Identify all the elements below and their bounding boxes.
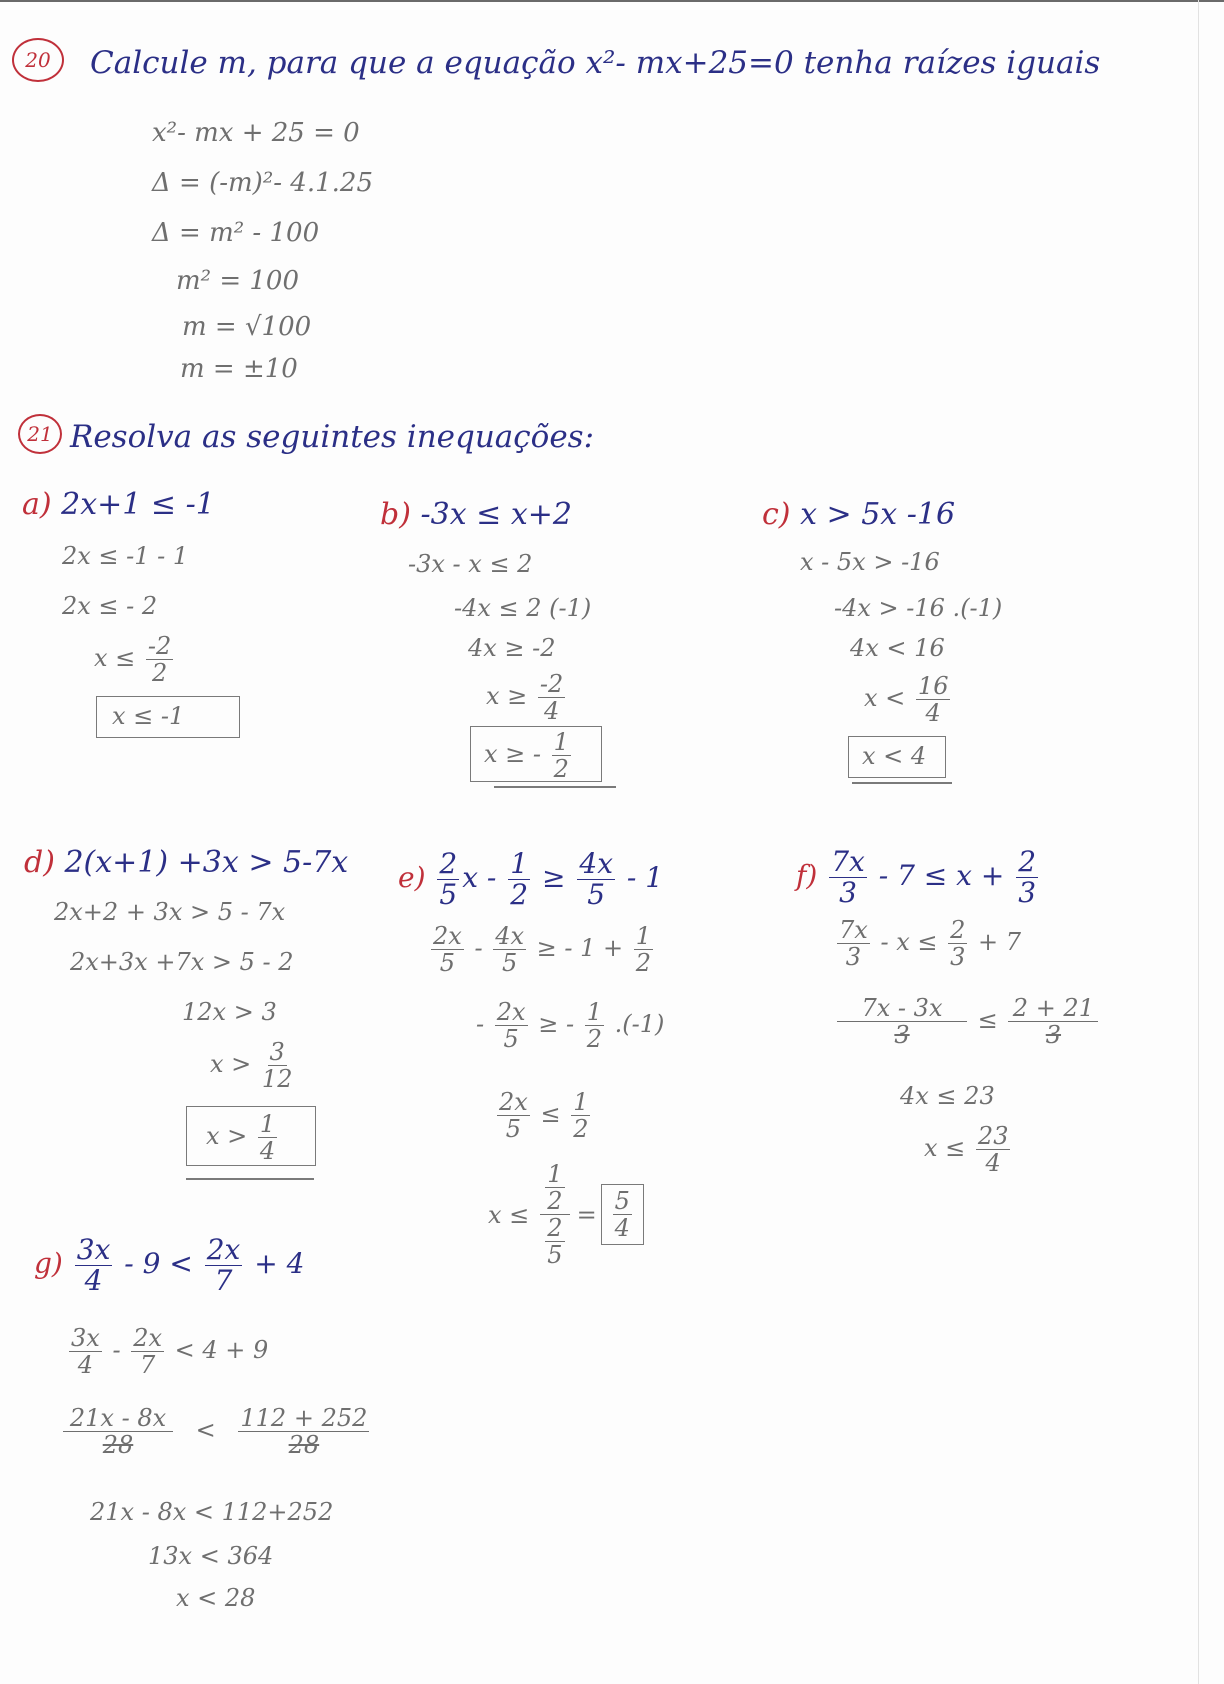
item-a-heading xyxy=(22,487,215,522)
item-a-step-3 xyxy=(94,634,176,685)
item-c-heading xyxy=(762,497,956,532)
item-e-s1-frac-a: $\frac{2x}{5}$ xyxy=(433,922,462,977)
item-f-s4-fraction: $\frac{23}{4}$ xyxy=(977,1122,1009,1177)
item-e-step-3 xyxy=(494,1090,593,1141)
item-g-s2-frac-a: $\frac{21x - 8x}{28}$ xyxy=(63,1406,173,1457)
item-d-step-4-lhs: x > xyxy=(210,1050,252,1078)
item-d-label: d) xyxy=(24,845,55,880)
item-e-s2-frac-a: $\frac{2x}{5}$ xyxy=(496,998,526,1053)
item-d-step-1: 2x+2 + 3x > 5 - 7x xyxy=(54,898,286,926)
item-f-step-1 xyxy=(834,918,1021,969)
item-g-s2-frac-b: $\frac{112 + 252}{28}$ xyxy=(240,1404,368,1459)
item-b-step-4 xyxy=(486,672,568,723)
item-d-answer xyxy=(206,1112,280,1163)
item-c-step-1: x - 5x > -16 xyxy=(800,548,940,576)
item-b-heading xyxy=(380,497,572,532)
item-b-answer-underline xyxy=(494,786,616,788)
item-e-s1-frac-c: $\frac{1}{2}$ xyxy=(635,922,652,977)
item-e-answer-box xyxy=(601,1184,644,1245)
item-d-step-4-fraction: $\frac{3}{12}$ xyxy=(261,1038,293,1093)
item-c-answer-underline xyxy=(852,782,952,784)
item-c-step-4 xyxy=(864,674,953,725)
item-f-heading xyxy=(796,845,1041,909)
item-b-step-4-lhs: x ≥ xyxy=(486,682,528,710)
item-g-step-2 xyxy=(60,1406,372,1457)
item-c-step-4-fraction: $\frac{16}{4}$ xyxy=(917,672,949,727)
item-a-step-3-lhs: x ≤ xyxy=(94,644,136,672)
item-f-s1-frac-a: $\frac{7x}{3}$ xyxy=(839,916,868,971)
item-d-answer-lhs: x > xyxy=(206,1122,248,1150)
item-b-step-2: -4x ≤ 2 (-1) xyxy=(454,594,592,622)
item-g-s1-frac-a: $\frac{3x}{4}$ xyxy=(71,1324,100,1379)
item-e-heading xyxy=(398,847,664,911)
question-21-prompt: Resolva as seguintes inequações: xyxy=(70,419,595,455)
q20-step-1: x²- mx + 25 = 0 xyxy=(152,118,360,148)
item-c-step-3: 4x < 16 xyxy=(850,634,945,662)
item-g-label: g) xyxy=(34,1247,63,1280)
item-e-s4-lhs: x ≤ xyxy=(488,1200,530,1229)
item-f-stmt-frac-a: $\frac{7x}{3}$ xyxy=(831,845,865,909)
item-e-stmt-var: x - xyxy=(462,861,497,894)
item-g-step-4: 13x < 364 xyxy=(148,1542,274,1570)
item-g-step-5: x < 28 xyxy=(176,1584,256,1612)
item-b-answer-fraction: $\frac{1}{2}$ xyxy=(553,728,569,783)
page-right-edge xyxy=(1198,0,1199,1684)
item-f-statement xyxy=(826,845,1041,909)
item-e-s3-rel: ≤ xyxy=(540,1100,561,1128)
item-g-step-1 xyxy=(66,1326,268,1377)
item-g-stmt-mid: - 9 < xyxy=(124,1247,193,1280)
item-a-step-3-fraction: $\frac{-2}{2}$ xyxy=(147,632,172,687)
item-g-stmt-tail: + 4 xyxy=(254,1247,305,1280)
item-e-s2-tail: .(-1) xyxy=(614,1010,665,1038)
item-e-s1-op: - xyxy=(474,934,483,962)
item-g-heading xyxy=(34,1233,305,1297)
q20-step-6: m = ±10 xyxy=(180,354,298,384)
item-d-step-4 xyxy=(210,1040,295,1091)
page-top-edge xyxy=(0,0,1224,2)
item-e-stmt-frac-a: $\frac{2}{5}$ xyxy=(439,847,458,911)
item-b-answer xyxy=(484,730,574,781)
item-e-s1-rel: ≥ - 1 + xyxy=(536,934,624,962)
item-e-s3-frac-a: $\frac{2x}{5}$ xyxy=(499,1088,528,1143)
item-a-statement: 2x+1 ≤ -1 xyxy=(61,487,215,522)
item-g-stmt-frac-b: $\frac{2x}{7}$ xyxy=(206,1233,241,1297)
item-f-stmt-frac-b: $\frac{2}{3}$ xyxy=(1018,845,1037,909)
item-f-step-2 xyxy=(834,996,1101,1047)
item-g-s1-frac-b: $\frac{2x}{7}$ xyxy=(133,1324,163,1379)
question-21-number: 21 xyxy=(18,414,62,454)
item-e-s4-bottom: $\frac{2}{5}$ xyxy=(547,1214,563,1269)
item-e-s4-eq: = xyxy=(576,1200,597,1229)
item-e-stmt-frac-b: $\frac{1}{2}$ xyxy=(510,847,529,911)
item-e-s3-frac-b: $\frac{1}{2}$ xyxy=(573,1088,589,1143)
item-f-s1-mid: - x ≤ xyxy=(880,928,938,956)
item-f-s1-frac-b: $\frac{2}{3}$ xyxy=(950,916,966,971)
item-f-step-4 xyxy=(924,1124,1013,1175)
item-d-answer-underline xyxy=(186,1178,314,1180)
item-d-step-3: 12x > 3 xyxy=(182,998,277,1026)
q20-step-2: Δ = (-m)²- 4.1.25 xyxy=(152,168,373,198)
q20-step-3: Δ = m² - 100 xyxy=(152,218,320,248)
item-e-step-2 xyxy=(476,1000,664,1051)
item-b-statement: -3x ≤ x+2 xyxy=(420,497,572,532)
item-f-label: f) xyxy=(796,859,818,892)
item-g-s1-op: - xyxy=(112,1336,121,1364)
item-b-step-4-fraction: $\frac{-2}{4}$ xyxy=(539,670,564,725)
item-a-step-1: 2x ≤ -1 - 1 xyxy=(62,542,189,570)
item-g-stmt-frac-a: $\frac{3x}{4}$ xyxy=(76,1233,111,1297)
item-f-s4-lhs: x ≤ xyxy=(924,1134,966,1162)
item-f-s2-frac-a: $\frac{7x - 3x}{3}$ xyxy=(837,996,967,1047)
item-a-answer: x ≤ -1 xyxy=(112,702,185,730)
item-c-statement: x > 5x -16 xyxy=(800,497,956,532)
item-e-stmt-tail: - 1 xyxy=(626,861,664,894)
item-g-s2-rel: < xyxy=(195,1416,216,1444)
item-d-statement: 2(x+1) +3x > 5-7x xyxy=(64,845,349,880)
item-c-label: c) xyxy=(762,497,791,532)
item-b-answer-lhs: x ≥ - xyxy=(484,740,542,768)
item-e-step-1 xyxy=(428,924,656,975)
item-f-stmt-mid: - 7 ≤ x + xyxy=(878,859,1005,892)
item-e-s4-top: $\frac{1}{2}$ xyxy=(547,1160,563,1215)
q20-step-4: m² = 100 xyxy=(176,266,300,296)
item-c-answer: x < 4 xyxy=(862,742,927,770)
item-b-label: b) xyxy=(380,497,411,532)
item-e-stmt-rel: ≥ xyxy=(542,861,566,894)
item-e-s4-complex-fraction xyxy=(540,1162,569,1267)
item-e-s2-frac-b: $\frac{1}{2}$ xyxy=(586,998,602,1053)
q20-step-5: m = √100 xyxy=(182,312,312,342)
item-d-answer-fraction: $\frac{1}{4}$ xyxy=(259,1110,276,1165)
item-e-s2-rel: ≥ - xyxy=(538,1010,575,1038)
item-a-step-2: 2x ≤ - 2 xyxy=(62,592,158,620)
item-g-step-3: 21x - 8x < 112+252 xyxy=(90,1498,334,1526)
item-d-step-2: 2x+3x +7x > 5 - 2 xyxy=(70,948,294,976)
item-f-step-3: 4x ≤ 23 xyxy=(900,1082,995,1110)
item-e-step-4 xyxy=(488,1162,644,1267)
item-a-label: a) xyxy=(22,487,52,522)
item-g-statement xyxy=(72,1233,305,1297)
item-e-s1-frac-b: $\frac{4x}{5}$ xyxy=(495,922,525,977)
item-e-s2-lead: - xyxy=(476,1010,485,1038)
item-e-stmt-frac-c: $\frac{4x}{5}$ xyxy=(579,847,614,911)
item-e-label: e) xyxy=(398,861,426,894)
item-b-step-1: -3x - x ≤ 2 xyxy=(408,550,533,578)
item-f-s1-tail: + 7 xyxy=(978,928,1022,956)
item-g-s1-tail: < 4 + 9 xyxy=(174,1336,269,1364)
item-b-step-3: 4x ≥ -2 xyxy=(468,634,556,662)
question-20-number: 20 xyxy=(12,38,64,82)
item-e-answer-fraction: $\frac{5}{4}$ xyxy=(614,1187,630,1242)
item-d-heading xyxy=(24,845,349,880)
question-20-prompt: Calcule m, para que a equação x²- mx+25=0 tenha raízes iguais xyxy=(90,45,1101,81)
item-c-step-2: -4x > -16 .(-1) xyxy=(834,594,1003,622)
item-f-s2-frac-b: $\frac{2 + 21}{3}$ xyxy=(1008,996,1098,1047)
item-c-step-4-lhs: x < xyxy=(864,684,906,712)
item-e-statement xyxy=(434,847,664,911)
item-f-s2-rel: ≤ xyxy=(977,1006,998,1034)
